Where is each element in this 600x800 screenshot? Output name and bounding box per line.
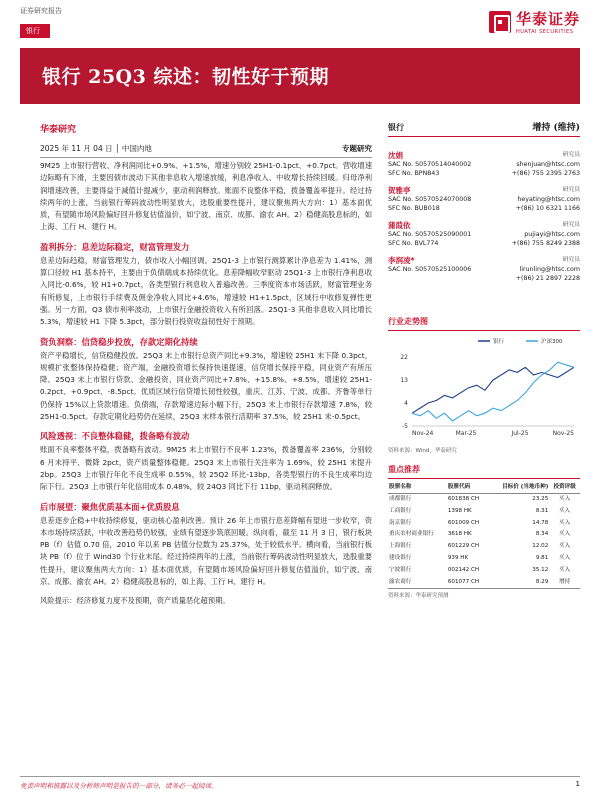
trend-chart-panel xyxy=(388,316,580,454)
column-header: 股票名称 xyxy=(388,482,447,494)
table-source: 资料来源：华泰研究预测 xyxy=(388,593,449,600)
stock-rating: 买入 xyxy=(559,566,571,573)
main-body xyxy=(40,160,372,607)
analyst-email[interactable]: lirunling@htsc.com xyxy=(519,266,580,273)
research-org: 华泰研究 xyxy=(40,125,77,135)
stock-name: 成都银行 xyxy=(389,496,412,502)
legend-label: 沪深300 xyxy=(541,339,563,345)
target-price: 12.02 xyxy=(532,543,549,550)
stock-rating: 买入 xyxy=(559,543,571,550)
column-header: 投资评级 xyxy=(549,482,580,494)
stock-name: 上海银行 xyxy=(389,543,412,550)
target-price: 8.31 xyxy=(535,507,549,514)
trend-chart xyxy=(388,334,580,444)
target-price: 23.25 xyxy=(532,496,549,502)
stock-rating: 买入 xyxy=(559,496,571,502)
rating-header xyxy=(388,120,580,137)
analyst-name: 沈娟 xyxy=(388,151,403,160)
analyst-list xyxy=(388,151,580,283)
stock-code: 3618 HK xyxy=(447,531,472,538)
stock-name: 南京银行 xyxy=(389,519,412,526)
section-paragraph: 资产平稳增长，信贷稳健投放。25Q3 末上市银行总资产同比+9.3%，增速较 25H1 末下降 0.3pct，规模扩张整体保持稳健；资产端，金融投资增长保持快速提速，信贷增长保持平稳，同业资产有所压降。25Q3 末上市银行贷款、金融投资、同业资产同比+7.8%、+15.8%、+8.5%，增速较 25H1-0.2pct、+0.9pct、-8.5pct。优质区域行信贷增长韧性较强，重庆、江苏、宁波、成都、齐鲁等单行仍保持 15%以上贷款增速。负债端，存款增速边际小幅下行，25Q3 末上市银行存款增速 7.8%，较 25H1-0.5pct。存款定期化趋势仍在延续，25Q3 末样本银行活期率 37.5%，较 25H1 末-0.5pct。 xyxy=(40,350,372,422)
title-banner xyxy=(20,48,580,104)
stock-code: 1398 HK xyxy=(447,507,472,514)
logo-text-en: HUATAI SECURITIES xyxy=(515,29,574,35)
table-header-row xyxy=(388,482,580,494)
analyst-role: 研究员 xyxy=(562,152,580,158)
doc-type-label: 证券研究报告 xyxy=(20,7,62,15)
analyst-sac: SAC No. S0570524070008 xyxy=(388,196,472,203)
section-paragraph: 息差逐步企稳+中收持续修复，驱动核心盈利改善。预计 26 年上市银行息差降幅有望进一步收窄，资本市场持续活跃，中收改善趋势仍较强，业绩有望逐步筑底回暖。纵向看，截至 11 月 3 日，银行板块 PB（f）估值 0.70 倍，2010 年以来 PB 估值分位数为 25.37%，处于较低水平。横向看，当前银行板块 PB（f）位于 Wind30 个行业末尾。经过持续两年的上涨，当前银行筹码波动性明显放大，选股重要性提升，建议聚焦两大方向：1）基本面优质，有望随市场风险偏好回升修复估值溢价，如宁波、南京、成都、渝农 AH。2）稳健高股息标的，如上海、工行 H、建行 H。 xyxy=(40,515,372,587)
logo-icon xyxy=(489,11,511,33)
analyst-sac: SAC No. S0570514040002 xyxy=(388,161,472,168)
x-tick-label: Nov-25 xyxy=(552,430,574,437)
section-heading: 后市展望：聚焦优质基本面+优质股息 xyxy=(40,501,180,512)
analyst-name: 蒲葭依 xyxy=(388,221,411,230)
table-row xyxy=(388,494,580,506)
x-tick-label: Mar-25 xyxy=(455,430,477,437)
stock-rating: 买入 xyxy=(559,519,571,526)
summary-paragraph: 9M25 上市银行营收、净利润同比+0.9%、+1.5%，增速分别较 25H1-0.1pct、+0.7pct。营收增速边际略有下滑，主要因债市波动下其他非息收入增速放缓，利息净收入、中收增长持续回暖。归母净利润增速改善，主要得益于减值计提减少，驱动利润释放。账面不良整体平稳，拨备覆盖率提升。经过持续两年的上涨，当前银行筹码波动性明显放大，选股重要性提升，建议聚焦两大方向：1）基本面优质，有望随市场风险偏好回升修复估值溢价，如宁波、南京、成都、渝农 AH。2）稳健高股息标的，如上海、工行 H、建行 H。 xyxy=(40,161,372,232)
recommendation-panel xyxy=(388,464,580,599)
analyst-phone: +(86) 755 2395 2763 xyxy=(511,170,580,177)
logo-text-cn: 华泰证券 xyxy=(515,10,580,28)
analyst-role: 研究员 xyxy=(562,222,580,228)
risk-note: 风险提示：经济修复力度不及预期，资产质量恶化超预期。 xyxy=(40,596,230,606)
x-tick-label: Jul-25 xyxy=(511,430,529,437)
section-paragraph: 账面不良率整体平稳，拨备略有波动。9M25 末上市银行不良率 1.23%，拨备覆盖率 236%，分别较 6 月末持平、微降 2pct，资产质量整体稳健。25Q3 末上市银行关注率为 1.69%，较 25H1 末提升 2bp。25Q3 上市银行年化不良生成率 0.55%，较 25Q2 环比-13bp，各类型银行的不良生成率均边际下行。25Q3 上市银行年化信用成本 0.48%，较 24Q3 同比下行 11bp，驱动利润释放。 xyxy=(40,445,372,492)
target-price: 8.29 xyxy=(489,577,550,589)
analyst-card xyxy=(388,221,580,248)
stock-name: 重庆农村商业银行 xyxy=(389,531,434,538)
analyst-card xyxy=(388,256,580,283)
brand-logo xyxy=(489,8,580,35)
table-row xyxy=(388,553,580,565)
stock-code: 939 HK xyxy=(447,554,469,561)
recommendation-title: 重点推荐 xyxy=(388,464,580,479)
y-tick-label: 13 xyxy=(400,377,408,385)
stock-name: 工商银行 xyxy=(389,507,412,514)
analyst-email[interactable]: shenjuan@htsc.com xyxy=(516,161,580,168)
stock-rating: 买入 xyxy=(559,507,571,514)
series-line xyxy=(412,362,574,421)
target-price: 8.34 xyxy=(535,531,549,538)
analyst-sac: SAC No. S0570525100006 xyxy=(388,266,472,273)
analyst-phone: +(86) 21 2897 2228 xyxy=(515,275,580,282)
target-price: 9.81 xyxy=(535,554,549,561)
analyst-email[interactable]: heyating@htsc.com xyxy=(517,196,580,203)
column-header: 目标价 (当地币种) xyxy=(489,482,550,494)
stock-name: 宁波银行 xyxy=(389,566,412,573)
stock-code: 601077 CH xyxy=(447,577,489,589)
sidebar xyxy=(388,120,580,291)
column-header: 股票代码 xyxy=(447,482,489,494)
stock-name: 渝农商行 xyxy=(388,577,447,589)
stock-code: 002142 CH xyxy=(447,566,480,573)
section-heading: 风险透视：不良整体稳健，拨备略有波动 xyxy=(40,431,190,442)
y-tick-label: 22 xyxy=(400,354,408,362)
analyst-sfc: SFC No. BPN843 xyxy=(388,170,440,177)
analyst-card xyxy=(388,186,580,213)
section-heading: 资负洞察：信贷稳步投放，存款定期化持续 xyxy=(40,336,198,347)
analyst-card xyxy=(388,151,580,178)
table-row xyxy=(388,577,580,589)
chart-source: 资料来源：Wind，华泰研究 xyxy=(388,448,457,454)
stock-rating: 买入 xyxy=(559,531,571,538)
section-paragraph: 息差边际趋稳，财富管理发力，债市收入小幅回调。25Q1-3 上市银行测算累计净息差为 1.41%，测算口径较 H1 基本持平，主要由于负债端成本持续优化。息差降幅收窄驱动 25Q1-3 上市银行净利息收入同比-0.6%，较 H1+0.7pct，各类型银行利息收入普遍改善。三季度资本市场活跃，财富管理业务有所修复，上市银行手续费及佣金净收入同比+4.6%，增速较 H1+1.5pct，区域行中收修复弹性更强。另一方面，Q3 债市利率波动，上市银行金融投资收入有所回落。25Q1-3 其他非息收入同比增长 5.3%，增速较 H1 下降 5.3pct，部分银行投资收益韧性好于预期。 xyxy=(40,255,372,327)
rating-label: 增持 (维持) xyxy=(532,123,580,133)
industry-label: 银行 xyxy=(388,123,404,132)
stock-name: 建设银行 xyxy=(389,554,412,561)
stock-rating: 买入 xyxy=(559,554,571,561)
analyst-sfc: SFC No. BUB018 xyxy=(388,205,440,212)
analyst-phone: +(86) 10 6321 1166 xyxy=(515,205,580,212)
y-tick-label: 4 xyxy=(404,400,408,408)
table-row xyxy=(388,506,580,518)
table-row xyxy=(388,541,580,553)
report-type: 专题研究 xyxy=(342,144,372,153)
stock-code: 601838 CH xyxy=(447,496,480,502)
analyst-name: 李润凌* xyxy=(388,256,415,265)
report-meta xyxy=(40,122,372,158)
table-row xyxy=(388,518,580,530)
analyst-name: 贺雅亭 xyxy=(388,186,411,195)
analyst-phone: +(86) 755 8249 2388 xyxy=(511,240,580,247)
y-tick-label: -5 xyxy=(402,423,408,430)
analyst-sac: SAC No. S0570525090001 xyxy=(388,231,472,238)
stock-code: 601229 CH xyxy=(447,543,480,550)
stock-rating: 增持 xyxy=(549,577,580,589)
chart-title: 行业走势图 xyxy=(388,316,580,331)
section-tag: 银行 xyxy=(20,24,50,38)
legend-label: 银行 xyxy=(493,339,505,345)
recommendation-table xyxy=(388,482,580,589)
stock-code: 601009 CH xyxy=(447,519,480,526)
report-title: 银行 25Q3 综述：韧性好于预期 xyxy=(42,66,329,88)
x-tick-label: Nov-24 xyxy=(412,430,434,437)
analyst-email[interactable]: pujiayi@htsc.com xyxy=(524,231,580,238)
report-date: 2025 年 11 月 04 日 │ 中国内地 xyxy=(40,144,152,153)
analyst-role: 研究员 xyxy=(562,187,580,193)
section-heading: 盈利拆分：息差边际稳定，财富管理发力 xyxy=(40,241,190,252)
target-price: 35.12 xyxy=(532,566,549,573)
target-price: 14.78 xyxy=(532,519,549,526)
table-row xyxy=(388,565,580,577)
table-row xyxy=(388,529,580,541)
analyst-sfc: SFC No. BVL774 xyxy=(388,240,439,247)
page-number: 1 xyxy=(575,780,580,788)
disclaimer-footer: 免责声明和披露以及分析师声明是报告的一部分，请务必一起阅读。 xyxy=(20,782,218,790)
analyst-role: 研究员 xyxy=(562,257,580,263)
series-line xyxy=(412,367,574,413)
footer-divider xyxy=(20,776,580,777)
